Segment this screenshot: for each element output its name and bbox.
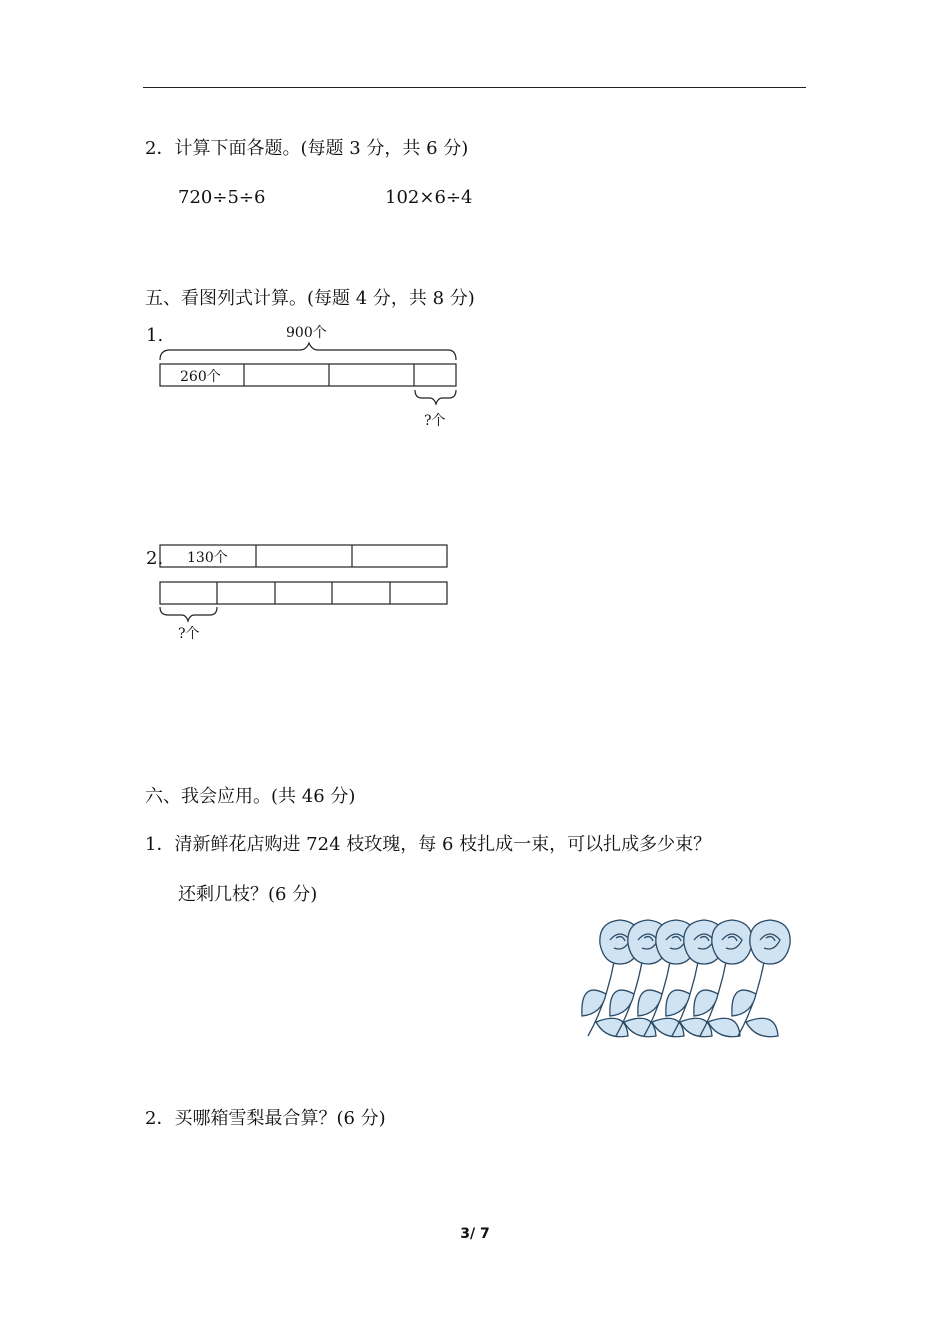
diagram-1-total-label: 900个	[286, 325, 327, 341]
section6-title: 六、我会应用。(共 46 分)	[145, 786, 356, 807]
section6-q1-line1: 1．清新鲜花店购进 724 枝玫瑰，每 6 枝扎成一束，可以扎成多少束？	[145, 834, 712, 855]
diagram-1-question-label: ?个	[424, 413, 446, 429]
section5-p2-number: 2.	[146, 548, 164, 569]
section6-q2: 2．买哪箱雪梨最合算？(6 分)	[145, 1108, 386, 1129]
section5-p1-number: 1.	[146, 325, 164, 346]
section6-q1-line2: 还剩几枝？(6 分)	[178, 884, 318, 905]
q4-2-title: 2．计算下面各题。(每题 3 分，共 6 分)	[145, 138, 469, 159]
roses-bouquet-icon	[578, 918, 808, 1040]
diagram-2-part-label: 130个	[187, 550, 228, 566]
section5-title: 五、看图列式计算。(每题 4 分，共 8 分)	[145, 288, 475, 309]
q4-2-expression-1: 720÷5÷6	[178, 187, 266, 208]
diagram-2-lower-bar	[160, 582, 447, 604]
q4-2-expression-2: 102×6÷4	[385, 187, 473, 208]
page-number: 3/ 7	[460, 1226, 490, 1242]
diagram-2-question-label: ?个	[178, 626, 200, 642]
diagram-2-bottom-brace	[160, 607, 217, 621]
diagram-1-part-label: 260个	[180, 369, 221, 385]
